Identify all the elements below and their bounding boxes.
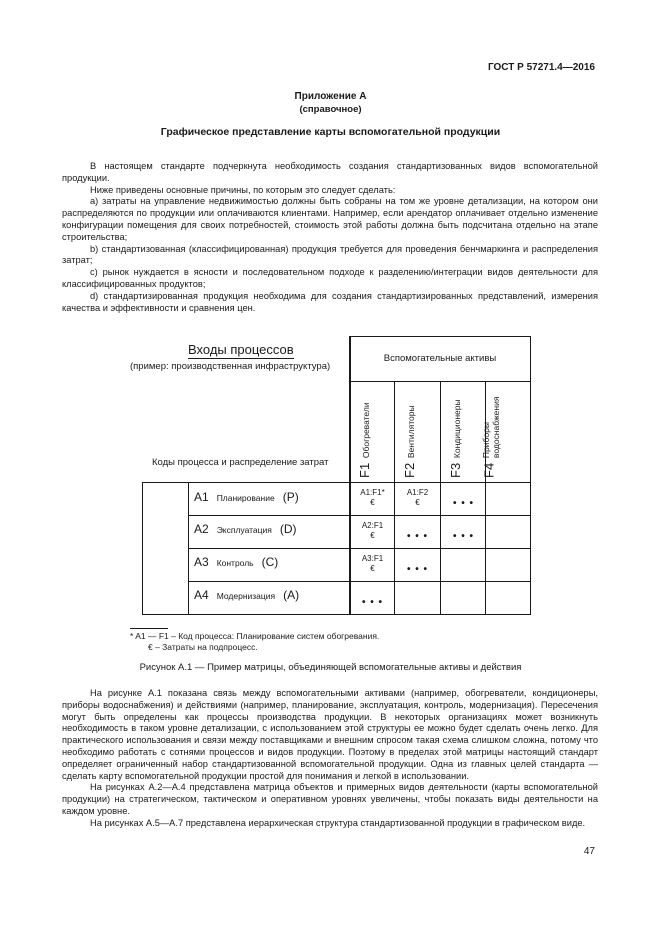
column-name: Вентиляторы — [406, 405, 416, 459]
intro-paragraph-1: В настоящем стандарте подчеркнута необходимость создания стандартизованных видов вспомогательной продукции. — [62, 161, 598, 183]
grid-line — [188, 482, 189, 615]
row-abbr: (D) — [279, 522, 297, 536]
row-name: Модернизация — [216, 591, 276, 601]
cell-a4-f1: • • • — [361, 597, 384, 608]
cell-a1-f2 — [395, 488, 440, 508]
reason-d: d) стандартизированная продукция необходима для создания стандартизированных представлений, измерения качества и эффективности и сравнения цен. — [62, 290, 598, 313]
cell-a2-f1 — [350, 521, 395, 541]
column-name: Кондиционеры — [452, 399, 462, 459]
column-name: Приборы водоснабжения — [481, 396, 501, 459]
cell-cost: € — [370, 531, 375, 540]
reason-c: c) рынок нуждается в ясности и последовательном подходе к разделению/интеграции видов деятельности для классифицированных продуктов; — [62, 267, 598, 289]
cell-code: A3:F1 — [361, 554, 384, 563]
column-code: F3 — [448, 462, 463, 478]
row-a1 — [194, 490, 299, 504]
row-abbr: (A) — [283, 588, 300, 602]
footnote-2: € – Затраты на подпроцесс. — [148, 642, 258, 652]
cell-a1-f3: • • • — [452, 498, 475, 509]
page-number: 47 — [583, 846, 595, 857]
cell-code: A2:F1 — [361, 521, 384, 530]
assets-header: Вспомогательные активы — [383, 353, 497, 364]
cell-cost: € — [370, 498, 375, 507]
grid-line — [142, 482, 531, 483]
row-a4 — [194, 588, 299, 602]
column-name: Обогреватели — [361, 402, 371, 459]
standard-header: ГОСТ Р 57271.4—2016 — [487, 62, 595, 73]
column-code: F4 — [481, 462, 497, 478]
codes-label: Коды процесса и распределение затрат — [152, 457, 329, 468]
column-code: F2 — [402, 462, 417, 478]
column-code: F1 — [357, 462, 372, 478]
cell-a2-f2: • • • — [406, 531, 429, 542]
row-code: A4 — [194, 588, 209, 602]
column-f4 — [481, 377, 531, 482]
cell-cost: € — [415, 498, 420, 507]
cell-a3-f1 — [350, 554, 395, 574]
grid-line — [188, 581, 531, 582]
row-abbr: (P) — [282, 490, 299, 504]
row-name: Эксплуатация — [216, 525, 272, 535]
grid-line — [142, 614, 531, 615]
footnote-rule — [130, 628, 168, 629]
grid-line — [142, 482, 143, 615]
body-paragraph-2: На рисунках А.2—А.4 представлена матрица объектов и примерных видов деятельности (карты вспомогательной продукции) на стратегическом, тактическом и оперативном уровнях увеличены, чтобы показать виды деятельности на каждом уровне. — [62, 782, 598, 816]
body-paragraph-1: На рисунке А.1 показана связь между вспомогательными активами (например, обогреватели, кондиционеры, приборы водоснабжения) и действиями (например, планирование, эксплуатация, контроль, модернизация). Пересечения могут быть определены как процессы производства продукции. В некоторых организациях может возникнуть необходимость в таком уровне детализации, с использованием этой структуры ее можно будет сделать очень легко. Для практического использования и связи между поставщиками и внешним спросом такая схема слишком сложна, потому что необходимо работать с сотнями процессов и видов продукции. Поэтому в пределах этой матрицы настоящий стандарт определяет ограниченный набор стандартизованной вспомогательной продукции. Одна из главных целей стандарта — сделать карту вспомогательной продукции простой для понимания и легкой в использовании. — [62, 688, 598, 781]
grid-line — [188, 548, 531, 549]
column-f1 — [350, 377, 395, 482]
row-code: A3 — [194, 555, 209, 569]
column-f2 — [395, 377, 440, 482]
row-a3 — [194, 555, 278, 569]
cell-a1-f1 — [350, 488, 395, 508]
cell-cost: € — [370, 564, 375, 573]
row-a2 — [194, 522, 297, 536]
body-text — [62, 688, 598, 830]
intro-paragraph-2: Ниже приведены основные причины, по которым это следует сделать: — [90, 184, 396, 195]
figure-title: Входы процессов — [188, 342, 294, 357]
cell-a2-f3: • • • — [452, 531, 475, 542]
annex-heading: Графическое представление карты вспомогательной продукции — [160, 126, 501, 138]
figure-caption: Рисунок А.1 — Пример матрицы, объединяющей вспомогательные активы и действия — [139, 662, 522, 673]
cell-code: A1:F2 — [406, 488, 429, 497]
intro-text — [62, 161, 598, 314]
reason-a: а) затраты на управление недвижимостью должны быть собраны на том же уровне детализации, на котором они распределяются по продукции или оплачиваются клиентами. Например, если арендатор оплачивает отдельно изменение конфигурации помещения для своих потребностей, стоимость этой работы должна быть подсчитана отдельно на этапе строительства; — [62, 196, 598, 242]
row-name: Контроль — [216, 558, 254, 568]
grid-line — [188, 515, 531, 516]
row-code: A1 — [194, 490, 209, 504]
figure-subtitle: (пример: производственная инфраструктура) — [130, 361, 331, 372]
grid-line — [349, 336, 531, 337]
annex-title: Приложение А — [294, 91, 367, 102]
row-code: A2 — [194, 522, 209, 536]
column-f3 — [441, 377, 486, 482]
footnote-1: * A1 — F1 – Код процесса: Планирование систем обогревания. — [130, 631, 380, 641]
annex-kind: (справочное) — [299, 104, 362, 115]
cell-a3-f2: • • • — [406, 564, 429, 575]
row-abbr: (C) — [261, 555, 279, 569]
body-paragraph-3: На рисунках А.5—А.7 представлена иерархическая структура стандартизованной продукции в графическом виде. — [90, 817, 586, 828]
row-name: Планирование — [216, 493, 275, 503]
reason-b: b) стандартизованная (классифицированная) продукция требуется для проведения бенчмаркинга и распределения затрат; — [62, 243, 598, 266]
cell-code: A1:F1* — [360, 488, 385, 497]
